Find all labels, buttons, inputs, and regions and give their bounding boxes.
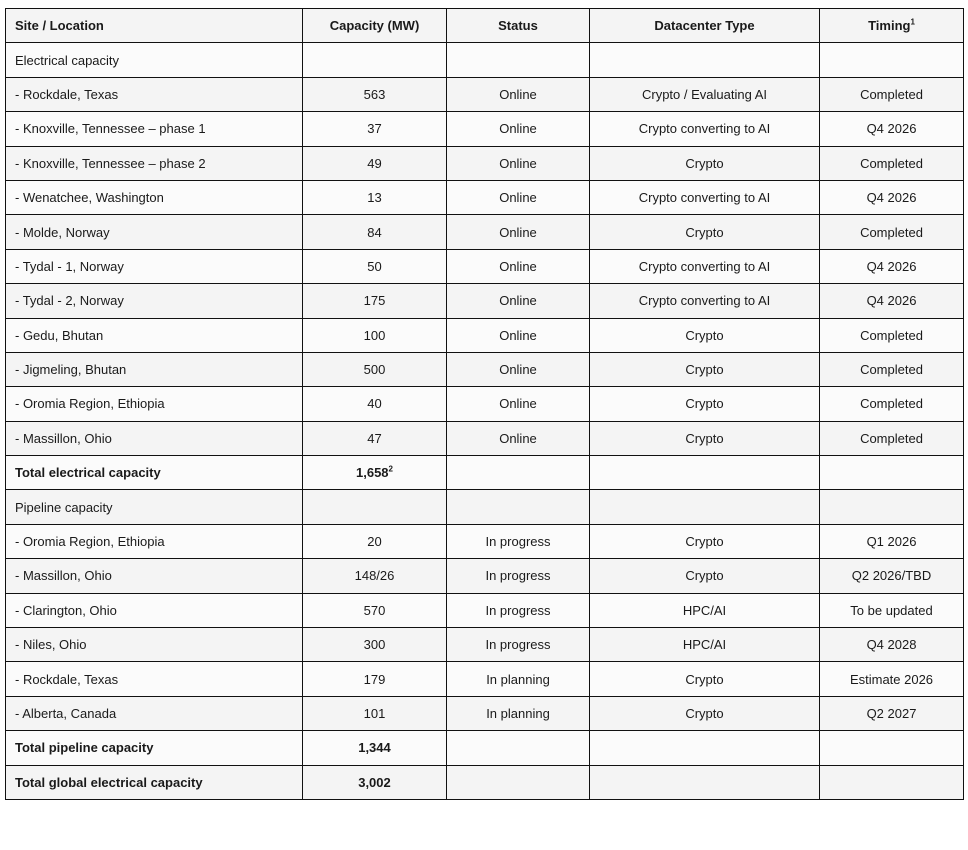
pipeline-site-row (6, 559, 964, 593)
datacenter-type-cell: Crypto / Evaluating AI (590, 77, 820, 111)
total-pipeline-row (6, 731, 964, 765)
status-cell: Online (447, 284, 590, 318)
capacity-cell: 49 (303, 146, 447, 180)
pipeline-site-row (6, 628, 964, 662)
datacenter-type-cell: Crypto converting to AI (590, 249, 820, 283)
site-cell: - Alberta, Canada (6, 696, 303, 730)
status-cell: Online (447, 146, 590, 180)
site-cell: - Clarington, Ohio (6, 593, 303, 627)
timing-cell: Q1 2026 (820, 524, 964, 558)
site-cell: - Niles, Ohio (6, 628, 303, 662)
datacenter-type-cell: Crypto (590, 146, 820, 180)
section-row-electrical (6, 43, 964, 77)
datacenter-type-cell: Crypto (590, 215, 820, 249)
site-cell: - Molde, Norway (6, 215, 303, 249)
capacity-cell: 175 (303, 284, 447, 318)
timing-cell: Completed (820, 352, 964, 386)
timing-cell: Completed (820, 146, 964, 180)
electrical-site-row (6, 77, 964, 111)
total-value: 3,002 (358, 774, 391, 790)
capacity-cell: 179 (303, 662, 447, 696)
electrical-site-row (6, 284, 964, 318)
status-cell: In planning (447, 696, 590, 730)
electrical-site-row (6, 249, 964, 283)
status-cell: Online (447, 352, 590, 386)
electrical-site-row (6, 318, 964, 352)
status-cell: Online (447, 421, 590, 455)
datacenter-type-cell: Crypto (590, 524, 820, 558)
datacenter-type-cell: Crypto (590, 696, 820, 730)
timing-cell: Q4 2026 (820, 112, 964, 146)
electrical-site-row (6, 421, 964, 455)
electrical-site-row (6, 180, 964, 214)
datacenter-type-cell: Crypto (590, 559, 820, 593)
footnote-marker: 1 (910, 17, 915, 27)
timing-cell: Q4 2026 (820, 249, 964, 283)
capacity-cell: 84 (303, 215, 447, 249)
site-cell: - Tydal - 1, Norway (6, 249, 303, 283)
timing-cell: Q4 2026 (820, 284, 964, 318)
timing-cell: Q2 2026/TBD (820, 559, 964, 593)
timing-cell: Completed (820, 77, 964, 111)
pipeline-site-row (6, 696, 964, 730)
total-electrical-row (6, 456, 964, 490)
status-cell: In planning (447, 662, 590, 696)
status-cell: In progress (447, 628, 590, 662)
timing-cell: Completed (820, 318, 964, 352)
status-cell: Online (447, 180, 590, 214)
status-cell: Online (447, 249, 590, 283)
header-site: Site / Location (6, 9, 303, 43)
capacity-cell: 148/26 (303, 559, 447, 593)
electrical-site-row (6, 146, 964, 180)
site-cell: - Oromia Region, Ethiopia (6, 524, 303, 558)
capacity-cell: 101 (303, 696, 447, 730)
total-label: Total pipeline capacity (6, 731, 303, 765)
datacenter-type-cell: Crypto converting to AI (590, 112, 820, 146)
status-cell: Online (447, 387, 590, 421)
site-cell: - Massillon, Ohio (6, 559, 303, 593)
timing-cell: Estimate 2026 (820, 662, 964, 696)
site-cell: - Rockdale, Texas (6, 77, 303, 111)
datacenter-type-cell: Crypto (590, 387, 820, 421)
site-cell: - Knoxville, Tennessee – phase 1 (6, 112, 303, 146)
capacity-cell: 37 (303, 112, 447, 146)
datacenter-type-cell: Crypto converting to AI (590, 180, 820, 214)
status-cell: Online (447, 77, 590, 111)
timing-cell: Q4 2026 (820, 180, 964, 214)
status-cell: In progress (447, 559, 590, 593)
electrical-site-row (6, 352, 964, 386)
header-capacity: Capacity (MW) (303, 9, 447, 43)
site-cell: - Jigmeling, Bhutan (6, 352, 303, 386)
total-label: Total global electrical capacity (6, 765, 303, 799)
capacity-cell: 40 (303, 387, 447, 421)
header-timing-label: Timing (868, 18, 911, 34)
pipeline-site-row (6, 662, 964, 696)
timing-cell: Completed (820, 421, 964, 455)
status-cell: Online (447, 215, 590, 249)
capacity-cell: 20 (303, 524, 447, 558)
timing-cell: Completed (820, 215, 964, 249)
total-value: 1,344 (358, 740, 391, 756)
capacity-table (5, 8, 964, 800)
electrical-site-row (6, 387, 964, 421)
total-value: 1,658 (356, 465, 389, 481)
section-label: Pipeline capacity (6, 490, 303, 524)
datacenter-type-cell: Crypto converting to AI (590, 284, 820, 318)
site-cell: - Gedu, Bhutan (6, 318, 303, 352)
pipeline-site-row (6, 524, 964, 558)
site-cell: - Oromia Region, Ethiopia (6, 387, 303, 421)
capacity-cell: 300 (303, 628, 447, 662)
datacenter-type-cell: HPC/AI (590, 593, 820, 627)
capacity-cell: 100 (303, 318, 447, 352)
timing-cell: Q4 2028 (820, 628, 964, 662)
capacity-cell: 500 (303, 352, 447, 386)
timing-cell: Completed (820, 387, 964, 421)
total-value-cell (303, 456, 447, 490)
pipeline-site-row (6, 593, 964, 627)
section-label: Electrical capacity (6, 43, 303, 77)
datacenter-type-cell: Crypto (590, 662, 820, 696)
datacenter-type-cell: Crypto (590, 318, 820, 352)
site-cell: - Wenatchee, Washington (6, 180, 303, 214)
capacity-cell: 13 (303, 180, 447, 214)
header-datacenter-type: Datacenter Type (590, 9, 820, 43)
site-cell: - Rockdale, Texas (6, 662, 303, 696)
timing-cell: Q2 2027 (820, 696, 964, 730)
capacity-cell: 563 (303, 77, 447, 111)
footnote-marker: 2 (388, 464, 393, 474)
capacity-cell: 47 (303, 421, 447, 455)
total-value-cell (303, 765, 447, 799)
total-label: Total electrical capacity (6, 456, 303, 490)
capacity-cell: 50 (303, 249, 447, 283)
electrical-site-row (6, 112, 964, 146)
status-cell: Online (447, 112, 590, 146)
datacenter-type-cell: HPC/AI (590, 628, 820, 662)
status-cell: In progress (447, 524, 590, 558)
total-value-cell (303, 731, 447, 765)
datacenter-type-cell: Crypto (590, 352, 820, 386)
total-global-row (6, 765, 964, 799)
datacenter-type-cell: Crypto (590, 421, 820, 455)
site-cell: - Massillon, Ohio (6, 421, 303, 455)
status-cell: In progress (447, 593, 590, 627)
timing-cell: To be updated (820, 593, 964, 627)
site-cell: - Knoxville, Tennessee – phase 2 (6, 146, 303, 180)
site-cell: - Tydal - 2, Norway (6, 284, 303, 318)
capacity-cell: 570 (303, 593, 447, 627)
header-row (6, 9, 964, 43)
electrical-site-row (6, 215, 964, 249)
status-cell: Online (447, 318, 590, 352)
header-timing (820, 9, 964, 43)
section-row-pipeline (6, 490, 964, 524)
header-status: Status (447, 9, 590, 43)
